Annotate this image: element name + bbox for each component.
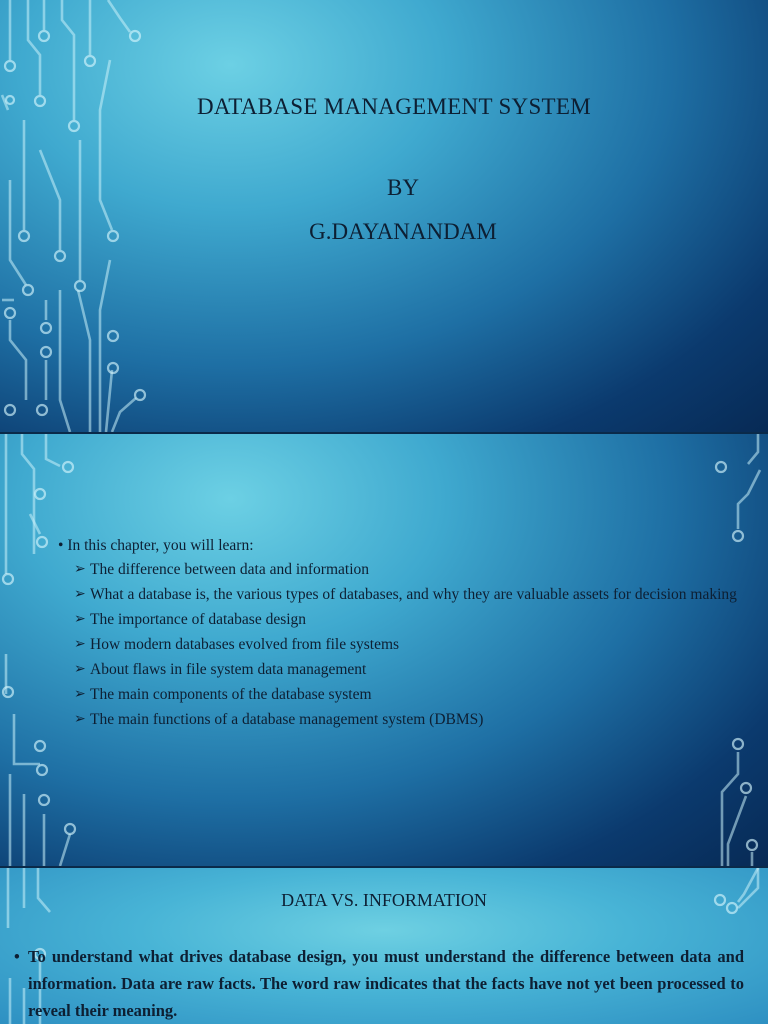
arrow-bullet-icon: ➢ [74, 687, 86, 702]
paragraph-text: To understand what drives database design, you must understand the difference between data and information. Data are raw facts. The word raw indicates that the facts have not yet been processed to reveal their meaning. [28, 947, 744, 1020]
list-item: ➢ How modern databases evolved from file systems [74, 636, 400, 653]
slide-title [0, 0, 768, 432]
intro-label: In this chapter, you will learn: [67, 537, 254, 554]
definition-paragraph [14, 943, 744, 1024]
circuit-decoration-left [0, 0, 160, 432]
circuit-decoration-left [0, 434, 80, 866]
intro-text [58, 537, 254, 555]
arrow-bullet-icon: ➢ [74, 637, 86, 652]
list-item: ➢ The difference between data and information [74, 561, 370, 578]
list-item: ➢ About flaws in file system data management [74, 661, 367, 678]
arrow-bullet-icon: ➢ [74, 612, 86, 627]
dot-bullet: • [58, 537, 64, 554]
slide-author-name: G.DAYANANDAM [309, 219, 497, 244]
arrow-bullet-icon: ➢ [74, 587, 86, 602]
slide-title-heading: DATABASE MANAGEMENT SYSTEM [196, 94, 591, 119]
list-item: ➢ The importance of database design [74, 611, 307, 628]
list-item: ➢ The main components of the database system [74, 686, 372, 703]
slide-by-label: BY [387, 175, 419, 200]
list-item: ➢ What a database is, the various types of databases, and why they are valuable assets for decision making [74, 586, 737, 603]
list-item: ➢ The main functions of a database management system (DBMS) [74, 711, 484, 728]
slide-data-vs-information [0, 868, 768, 1024]
slide-objectives [0, 434, 768, 866]
slide-heading: DATA VS. INFORMATION [281, 890, 487, 910]
arrow-bullet-icon: ➢ [74, 562, 86, 577]
objectives-list [74, 560, 746, 735]
arrow-bullet-icon: ➢ [74, 662, 86, 677]
arrow-bullet-icon: ➢ [74, 712, 86, 727]
dot-bullet: • [14, 947, 20, 966]
